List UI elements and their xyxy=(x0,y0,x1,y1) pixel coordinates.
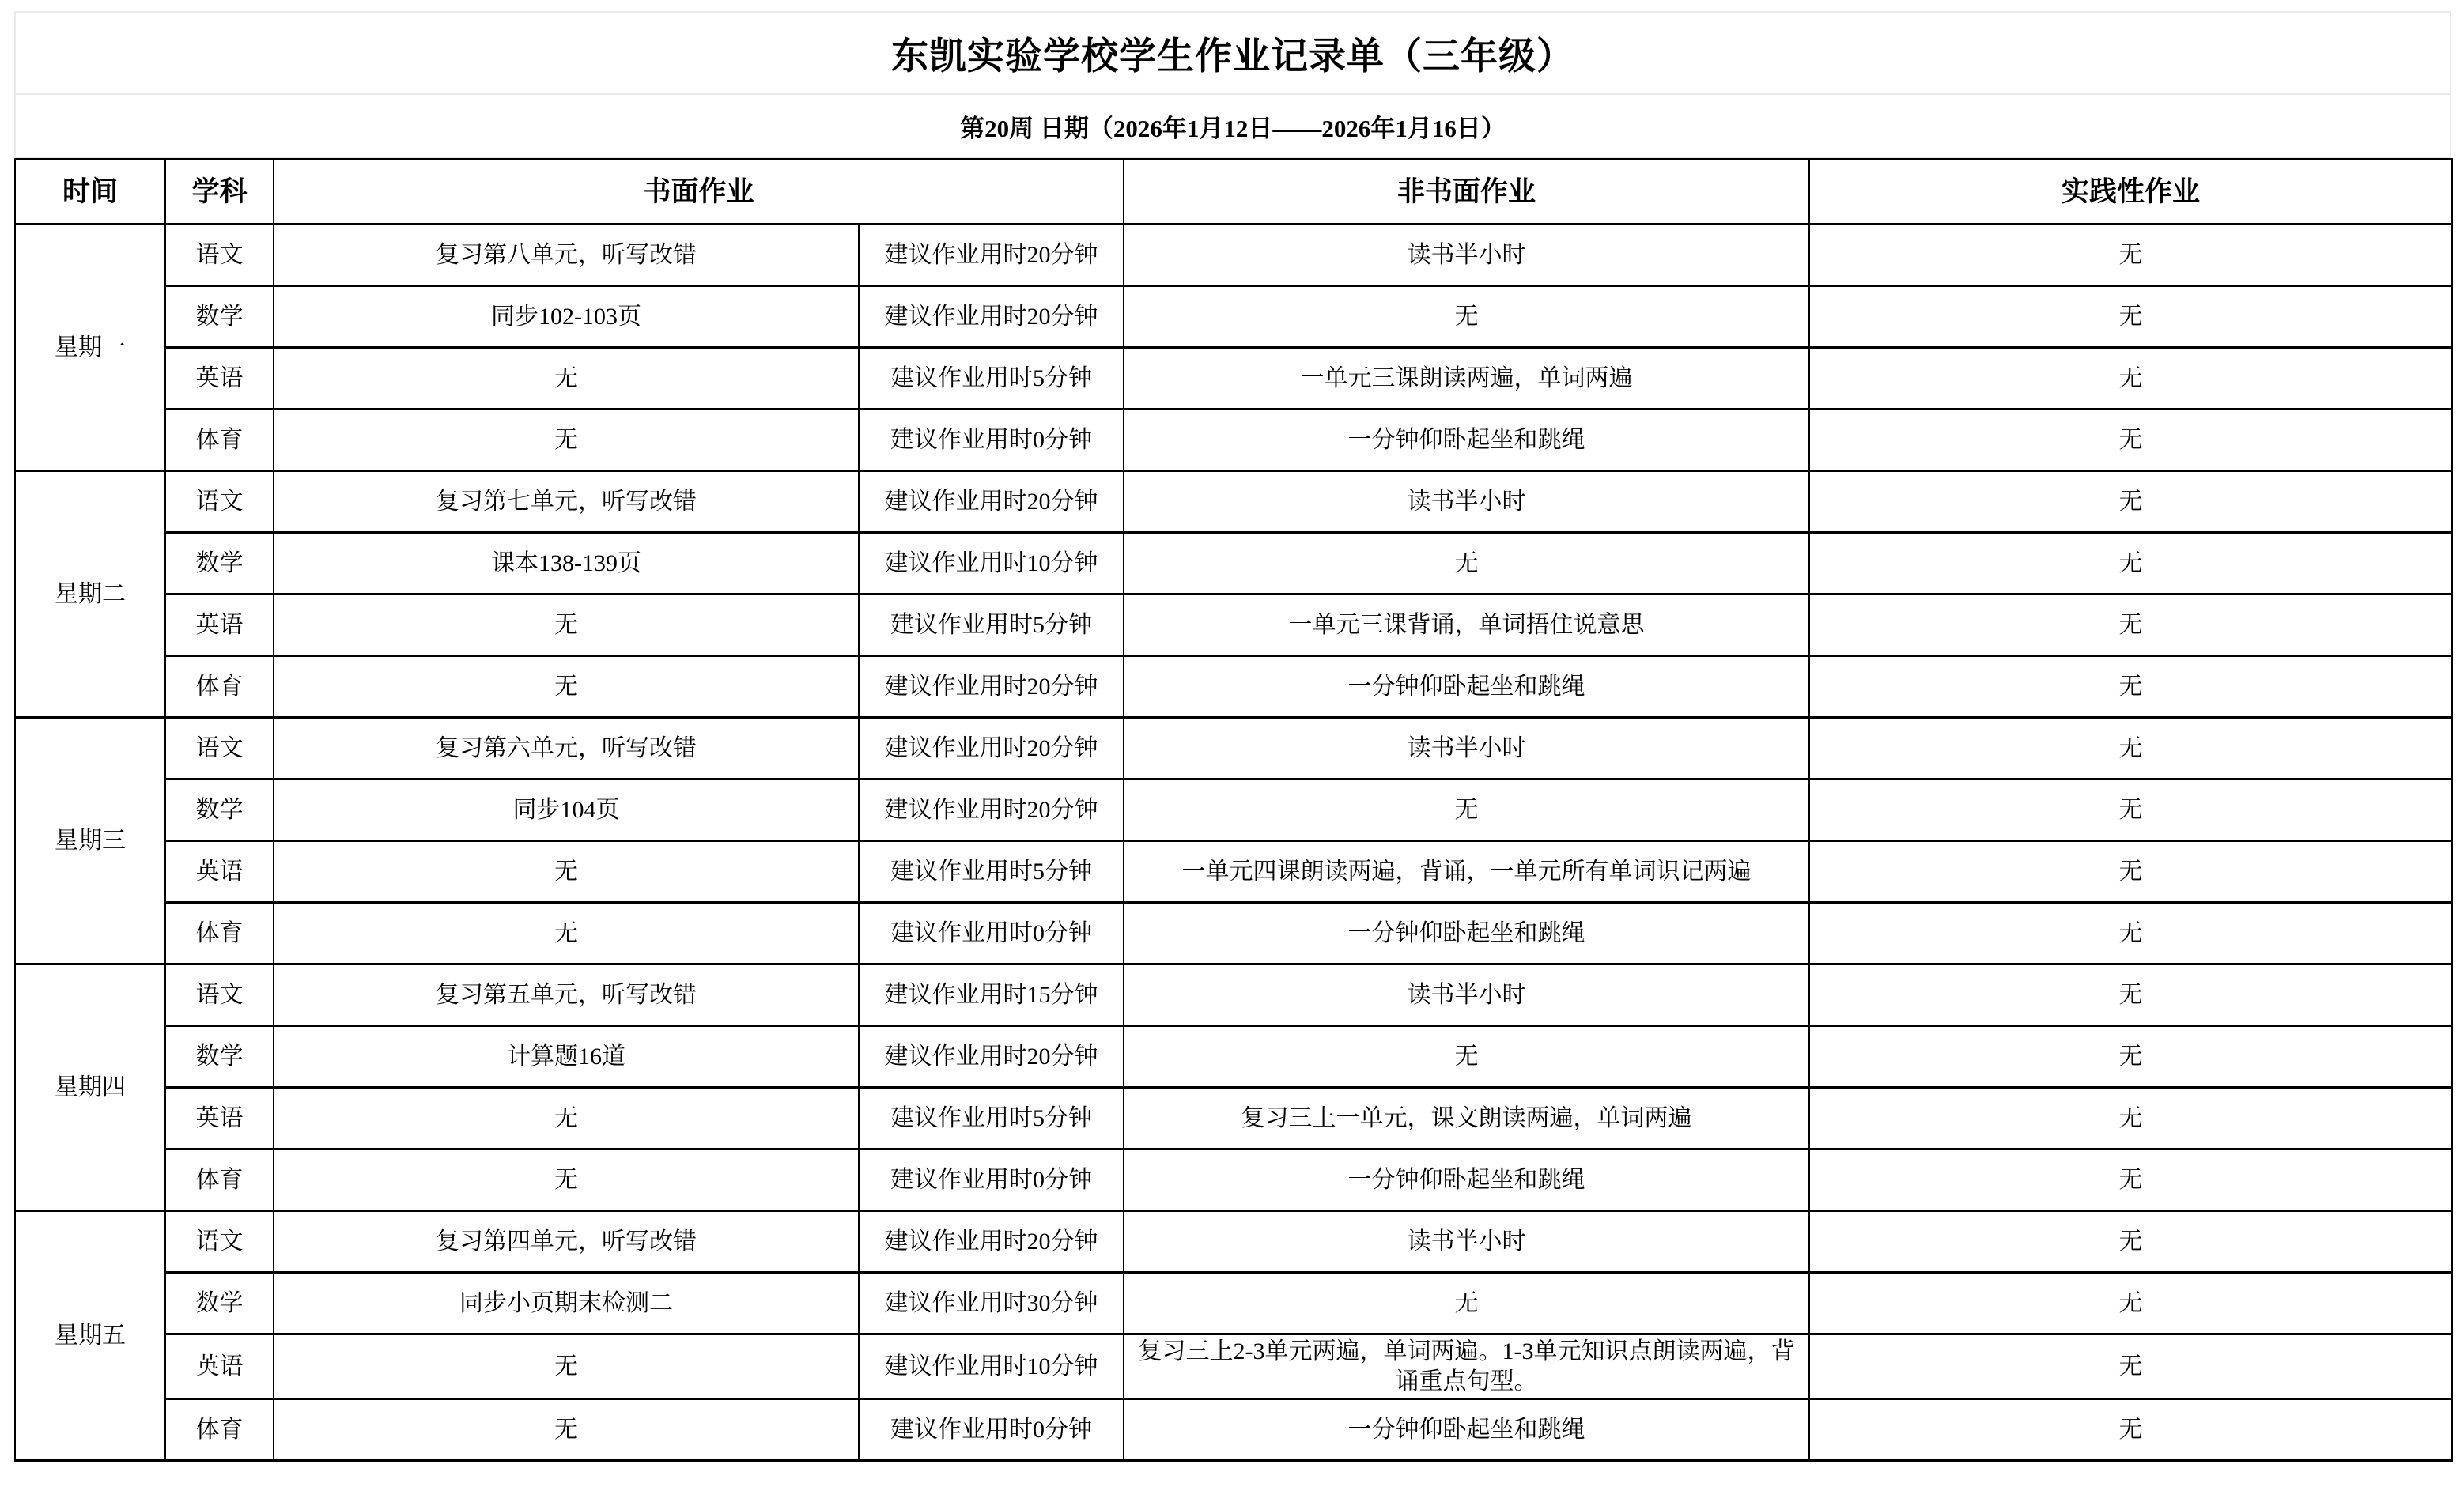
subject-cell: 体育 xyxy=(165,903,274,964)
subject-cell: 英语 xyxy=(165,1334,274,1399)
table-row xyxy=(15,348,2452,409)
practical-homework-cell: 无 xyxy=(1809,1399,2452,1461)
practical-homework-cell: 无 xyxy=(1809,594,2452,656)
table-row xyxy=(15,964,2452,1026)
written-homework-cell: 无 xyxy=(274,656,859,718)
subject-cell: 体育 xyxy=(165,1399,274,1461)
subject-cell: 英语 xyxy=(165,1088,274,1149)
written-homework-cell: 无 xyxy=(274,1334,859,1399)
duration-cell: 建议作业用时15分钟 xyxy=(859,964,1124,1026)
table-row xyxy=(15,1088,2452,1149)
non-written-homework-cell: 无 xyxy=(1124,286,1809,348)
non-written-homework-cell: 一单元三课朗读两遍，单词两遍 xyxy=(1124,348,1809,409)
day-cell: 星期五 xyxy=(15,1211,165,1461)
day-cell: 星期四 xyxy=(15,964,165,1211)
subtitle-band xyxy=(14,95,2451,158)
homework-table xyxy=(14,158,2453,1462)
written-homework-cell: 无 xyxy=(274,348,859,409)
table-row xyxy=(15,779,2452,841)
practical-homework-cell: 无 xyxy=(1809,286,2452,348)
header-row xyxy=(15,160,2452,225)
practical-homework-cell: 无 xyxy=(1809,718,2452,779)
subject-cell: 语文 xyxy=(165,225,274,286)
day-cell: 星期三 xyxy=(15,718,165,964)
title-band xyxy=(14,11,2451,95)
header-practical-homework: 实践性作业 xyxy=(1809,160,2452,225)
duration-cell: 建议作业用时20分钟 xyxy=(859,656,1124,718)
table-row xyxy=(15,1399,2452,1461)
written-homework-cell: 课本138-139页 xyxy=(274,533,859,594)
header-written-homework: 书面作业 xyxy=(274,160,1124,225)
non-written-homework-cell: 一分钟仰卧起坐和跳绳 xyxy=(1124,1399,1809,1461)
non-written-homework-cell: 复习三上一单元，课文朗读两遍，单词两遍 xyxy=(1124,1088,1809,1149)
page-title: 东凯实验学校学生作业记录单（三年级） xyxy=(891,36,1574,77)
non-written-homework-cell: 读书半小时 xyxy=(1124,964,1809,1026)
written-homework-cell: 无 xyxy=(274,841,859,903)
written-homework-cell: 复习第六单元，听写改错 xyxy=(274,718,859,779)
table-row xyxy=(15,1211,2452,1273)
written-homework-cell: 无 xyxy=(274,1399,859,1461)
header-non-written-homework: 非书面作业 xyxy=(1124,160,1809,225)
written-homework-cell: 无 xyxy=(274,594,859,656)
duration-cell: 建议作业用时30分钟 xyxy=(859,1273,1124,1334)
non-written-homework-cell: 无 xyxy=(1124,1273,1809,1334)
duration-cell: 建议作业用时20分钟 xyxy=(859,286,1124,348)
duration-cell: 建议作业用时0分钟 xyxy=(859,903,1124,964)
written-homework-cell: 无 xyxy=(274,903,859,964)
practical-homework-cell: 无 xyxy=(1809,1334,2452,1399)
day-group-thursday xyxy=(15,964,2452,1211)
day-cell: 星期一 xyxy=(15,225,165,471)
duration-cell: 建议作业用时20分钟 xyxy=(859,1026,1124,1088)
subject-cell: 体育 xyxy=(165,656,274,718)
day-group-friday xyxy=(15,1211,2452,1461)
subject-cell: 语文 xyxy=(165,1211,274,1273)
written-homework-cell: 复习第八单元，听写改错 xyxy=(274,225,859,286)
written-homework-cell: 复习第七单元，听写改错 xyxy=(274,471,859,533)
duration-cell: 建议作业用时10分钟 xyxy=(859,533,1124,594)
written-homework-cell: 同步小页期末检测二 xyxy=(274,1273,859,1334)
duration-cell: 建议作业用时5分钟 xyxy=(859,594,1124,656)
practical-homework-cell: 无 xyxy=(1809,1026,2452,1088)
table-row xyxy=(15,656,2452,718)
practical-homework-cell: 无 xyxy=(1809,533,2452,594)
subject-cell: 英语 xyxy=(165,841,274,903)
duration-cell: 建议作业用时0分钟 xyxy=(859,409,1124,471)
practical-homework-cell: 无 xyxy=(1809,471,2452,533)
practical-homework-cell: 无 xyxy=(1809,1273,2452,1334)
duration-cell: 建议作业用时0分钟 xyxy=(859,1399,1124,1461)
subject-cell: 数学 xyxy=(165,1273,274,1334)
practical-homework-cell: 无 xyxy=(1809,841,2452,903)
duration-cell: 建议作业用时0分钟 xyxy=(859,1149,1124,1211)
table-row xyxy=(15,1026,2452,1088)
table-row xyxy=(15,718,2452,779)
subject-cell: 数学 xyxy=(165,779,274,841)
subject-cell: 语文 xyxy=(165,718,274,779)
week-date-subtitle: 第20周 日期（2026年1月12日——2026年1月16日） xyxy=(960,114,1506,142)
non-written-homework-cell: 一分钟仰卧起坐和跳绳 xyxy=(1124,903,1809,964)
non-written-homework-cell: 一分钟仰卧起坐和跳绳 xyxy=(1124,409,1809,471)
non-written-homework-cell: 一单元四课朗读两遍，背诵，一单元所有单词识记两遍 xyxy=(1124,841,1809,903)
practical-homework-cell: 无 xyxy=(1809,1088,2452,1149)
table-row xyxy=(15,841,2452,903)
non-written-homework-cell: 复习三上2-3单元两遍，单词两遍。1-3单元知识点朗读两遍，背诵重点句型。 xyxy=(1124,1334,1809,1399)
non-written-homework-cell: 无 xyxy=(1124,779,1809,841)
subject-cell: 数学 xyxy=(165,533,274,594)
table-row xyxy=(15,533,2452,594)
duration-cell: 建议作业用时20分钟 xyxy=(859,471,1124,533)
day-group-wednesday xyxy=(15,718,2452,964)
non-written-homework-cell: 无 xyxy=(1124,1026,1809,1088)
written-homework-cell: 同步104页 xyxy=(274,779,859,841)
duration-cell: 建议作业用时5分钟 xyxy=(859,348,1124,409)
practical-homework-cell: 无 xyxy=(1809,1149,2452,1211)
table-row xyxy=(15,1149,2452,1211)
duration-cell: 建议作业用时20分钟 xyxy=(859,1211,1124,1273)
subject-cell: 语文 xyxy=(165,964,274,1026)
written-homework-cell: 无 xyxy=(274,1088,859,1149)
non-written-homework-cell: 读书半小时 xyxy=(1124,1211,1809,1273)
non-written-homework-cell: 一分钟仰卧起坐和跳绳 xyxy=(1124,1149,1809,1211)
subject-cell: 英语 xyxy=(165,348,274,409)
subject-cell: 语文 xyxy=(165,471,274,533)
subject-cell: 体育 xyxy=(165,1149,274,1211)
homework-record-sheet xyxy=(14,11,2451,1462)
non-written-homework-cell: 一单元三课背诵，单词捂住说意思 xyxy=(1124,594,1809,656)
duration-cell: 建议作业用时20分钟 xyxy=(859,718,1124,779)
duration-cell: 建议作业用时5分钟 xyxy=(859,841,1124,903)
written-homework-cell: 同步102-103页 xyxy=(274,286,859,348)
practical-homework-cell: 无 xyxy=(1809,348,2452,409)
duration-cell: 建议作业用时10分钟 xyxy=(859,1334,1124,1399)
written-homework-cell: 无 xyxy=(274,409,859,471)
non-written-homework-cell: 读书半小时 xyxy=(1124,471,1809,533)
practical-homework-cell: 无 xyxy=(1809,656,2452,718)
duration-cell: 建议作业用时20分钟 xyxy=(859,779,1124,841)
non-written-homework-cell: 一分钟仰卧起坐和跳绳 xyxy=(1124,656,1809,718)
practical-homework-cell: 无 xyxy=(1809,409,2452,471)
practical-homework-cell: 无 xyxy=(1809,225,2452,286)
duration-cell: 建议作业用时5分钟 xyxy=(859,1088,1124,1149)
written-homework-cell: 复习第五单元，听写改错 xyxy=(274,964,859,1026)
table-row xyxy=(15,225,2452,286)
day-cell: 星期二 xyxy=(15,471,165,718)
practical-homework-cell: 无 xyxy=(1809,779,2452,841)
table-row xyxy=(15,594,2452,656)
table-row xyxy=(15,1273,2452,1334)
day-group-monday xyxy=(15,225,2452,471)
header-time: 时间 xyxy=(15,160,165,225)
subject-cell: 英语 xyxy=(165,594,274,656)
practical-homework-cell: 无 xyxy=(1809,964,2452,1026)
non-written-homework-cell: 无 xyxy=(1124,533,1809,594)
table-row xyxy=(15,471,2452,533)
header-subject: 学科 xyxy=(165,160,274,225)
table-row xyxy=(15,1334,2452,1399)
subject-cell: 体育 xyxy=(165,409,274,471)
written-homework-cell: 计算题16道 xyxy=(274,1026,859,1088)
written-homework-cell: 无 xyxy=(274,1149,859,1211)
non-written-homework-cell: 读书半小时 xyxy=(1124,718,1809,779)
non-written-homework-cell: 读书半小时 xyxy=(1124,225,1809,286)
written-homework-cell: 复习第四单元，听写改错 xyxy=(274,1211,859,1273)
practical-homework-cell: 无 xyxy=(1809,1211,2452,1273)
day-group-tuesday xyxy=(15,471,2452,718)
table-row xyxy=(15,286,2452,348)
duration-cell: 建议作业用时20分钟 xyxy=(859,225,1124,286)
table-row xyxy=(15,409,2452,471)
practical-homework-cell: 无 xyxy=(1809,903,2452,964)
subject-cell: 数学 xyxy=(165,1026,274,1088)
subject-cell: 数学 xyxy=(165,286,274,348)
table-row xyxy=(15,903,2452,964)
